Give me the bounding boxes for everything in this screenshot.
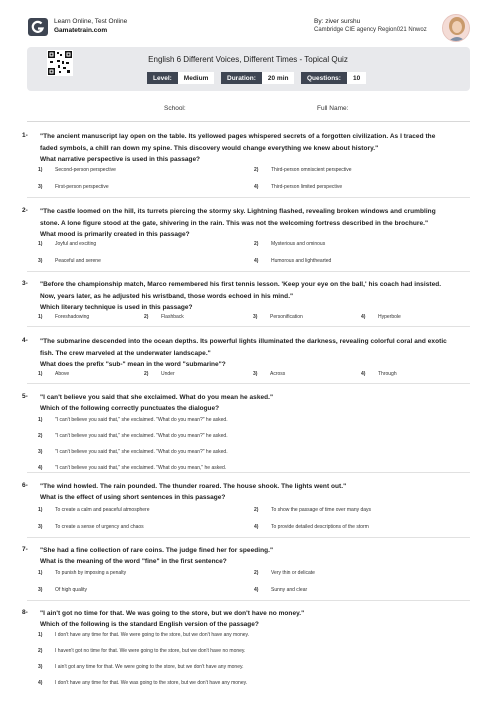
- question-divider: [27, 326, 470, 327]
- answer-option[interactable]: Sunny and clear: [271, 587, 308, 593]
- answer-option[interactable]: I ain't got any time for that. We were going to the store, but we don't have any money.: [55, 664, 244, 670]
- answer-option[interactable]: Peaceful and serene: [55, 258, 101, 264]
- answer-option-number[interactable]: 3): [38, 587, 43, 593]
- duration-label: Duration:: [221, 72, 262, 84]
- question-passage-line: "Before the championship match, Marco remembered his first tennis lesson. 'Keep your eye on the ball,' his coach had insisted.: [40, 281, 442, 288]
- answer-option-number[interactable]: 3): [38, 524, 43, 530]
- quiz-info-box: [27, 47, 470, 91]
- answer-option-number[interactable]: 3): [253, 371, 258, 377]
- answer-option[interactable]: Under: [161, 371, 175, 377]
- question-passage-line: "The ancient manuscript lay open on the table. Its yellowed pages whispered secrets of a forgotten civilization. As I traced the: [40, 133, 436, 140]
- question-passage-line: Now, years later, as he adjusted his wristband, those words echoed in his mind.": [40, 293, 294, 300]
- answer-option-number[interactable]: 4): [361, 314, 366, 320]
- answer-option[interactable]: To create a sense of urgency and chaos: [55, 524, 144, 530]
- answer-option[interactable]: I haven't got no time for that. We were going to the store, but we don't have no money.: [55, 648, 246, 654]
- answer-option[interactable]: I don't have any time for that. We was going to the store, but we don't have any money.: [55, 680, 248, 686]
- answer-option[interactable]: Third-person omniscient perspective: [271, 167, 352, 173]
- question-divider: [27, 383, 470, 384]
- answer-option-number[interactable]: 1): [38, 241, 43, 247]
- gamatetrain-logo-icon: [28, 18, 48, 36]
- answer-option[interactable]: Humorous and lighthearted: [271, 258, 332, 264]
- answer-option-number[interactable]: 1): [38, 507, 43, 513]
- site-name[interactable]: Gamatetrain.com: [54, 27, 108, 34]
- answer-option-number[interactable]: 3): [38, 184, 43, 190]
- quiz-title: English 6 Different Voices, Different Times - Topical Quiz: [148, 55, 348, 64]
- question-number: 3-: [22, 280, 28, 287]
- answer-option-number[interactable]: 2): [254, 167, 259, 173]
- avatar: [442, 14, 470, 42]
- question-passage-line: stone. A lone figure stood at the gate, shivering in the rain. This was not the welcoming fortress described in the brochure.": [40, 220, 429, 227]
- answer-option[interactable]: Second-person perspective: [55, 167, 116, 173]
- header-divider: [27, 121, 470, 122]
- answer-option-number[interactable]: 1): [38, 632, 43, 638]
- question-divider: [27, 472, 470, 473]
- answer-option[interactable]: Above: [55, 371, 70, 377]
- answer-option-number[interactable]: 4): [254, 184, 259, 190]
- question-divider: [27, 197, 470, 198]
- answer-option[interactable]: Through: [378, 371, 397, 377]
- answer-option[interactable]: "I can't believe you said that," she exclaimed. "What do you mean?" he asked.: [55, 449, 228, 455]
- answer-option[interactable]: To punish by imposing a penalty: [55, 570, 127, 576]
- question-divider: [27, 537, 470, 538]
- answer-option[interactable]: Mysterious and ominous: [271, 241, 326, 247]
- answer-option[interactable]: "I can't believe you said that," she exclaimed. "What do you mean?" he asked.: [55, 417, 228, 423]
- question-prompt: What is the effect of using short sentences in this passage?: [40, 494, 226, 501]
- question-passage-line: fish. The crew marveled at the underwater landscape.": [40, 350, 211, 357]
- question-prompt: What narrative perspective is used in this passage?: [40, 156, 201, 163]
- site-tagline: Learn Online, Test Online: [54, 18, 128, 25]
- answer-option[interactable]: "I can't believe you said that," she exclaimed. "What do you mean?" he asked.: [55, 433, 228, 439]
- answer-option-number[interactable]: 1): [38, 167, 43, 173]
- question-number: 1-: [22, 132, 28, 139]
- questions-label: Questions:: [301, 72, 347, 84]
- duration-value: 20 min: [262, 72, 295, 84]
- fullname-label: Full Name:: [317, 105, 349, 112]
- answer-option-number[interactable]: 3): [38, 664, 43, 670]
- page-header: [0, 0, 496, 50]
- question-passage-line: "The castle loomed on the hill, its turrets piercing the stormy sky. Lightning flashed, revealing broken windows and crumbling: [40, 208, 436, 215]
- questions-badge: [301, 72, 366, 84]
- answer-option-number[interactable]: 4): [254, 258, 259, 264]
- author-org: Cambridge CIE agency Region021 Nnwoz: [314, 27, 427, 33]
- answer-option[interactable]: To show the passage of time over many days: [271, 507, 372, 513]
- question-number: 4-: [22, 337, 28, 344]
- answer-option[interactable]: I don't have any time for that. We were going to the store, but we don't have any money.: [55, 632, 250, 638]
- answer-option[interactable]: Across: [270, 371, 286, 377]
- question-passage-line: "I ain't got no time for that. We was going to the store, but we don't have no money.": [40, 610, 305, 617]
- question-prompt: What mood is primarily created in this passage?: [40, 231, 190, 238]
- answer-option-number[interactable]: 1): [38, 371, 43, 377]
- answer-option-number[interactable]: 2): [254, 570, 259, 576]
- answer-option[interactable]: Third-person limited perspective: [271, 184, 343, 190]
- question-number: 6-: [22, 482, 28, 489]
- answer-option-number[interactable]: 3): [38, 258, 43, 264]
- answer-option-number[interactable]: 2): [144, 314, 149, 320]
- avatar-portrait-icon: [443, 15, 470, 42]
- answer-option-number[interactable]: 1): [38, 314, 43, 320]
- question-number: 7-: [22, 546, 28, 553]
- level-badge: [147, 72, 214, 84]
- level-label: Level:: [147, 72, 178, 84]
- answer-option-number[interactable]: 2): [144, 371, 149, 377]
- question-passage-line: "She had a fine collection of rare coins. The judge fined her for speeding.": [40, 547, 274, 554]
- question-passage-line: "The submarine descended into the ocean depths. Its powerful lights illuminated the darkness, revealing colorful coral and exotic: [40, 338, 447, 345]
- answer-option-number[interactable]: 1): [38, 570, 43, 576]
- answer-option-number[interactable]: 2): [254, 507, 259, 513]
- question-divider: [27, 271, 470, 272]
- answer-option[interactable]: Personification: [270, 314, 303, 320]
- answer-option-number[interactable]: 2): [254, 241, 259, 247]
- question-passage-line: "I can't believe you said that she exclaimed. What do you mean he asked.": [40, 394, 274, 401]
- question-passage-line: faded symbols, a chill ran down my spine. This discovery would change everything we knew about history.": [40, 145, 379, 152]
- author-name: By: ziver surshu: [314, 18, 361, 25]
- answer-option-number[interactable]: 1): [38, 417, 43, 423]
- answer-option[interactable]: Of high quality: [55, 587, 87, 593]
- answer-option-number[interactable]: 4): [361, 371, 366, 377]
- question-prompt: What does the prefix "sub-" mean in the word "submarine"?: [40, 361, 226, 368]
- answer-option-number[interactable]: 4): [254, 587, 259, 593]
- level-value: Medium: [178, 72, 215, 84]
- answer-option[interactable]: Flashback: [161, 314, 184, 320]
- question-number: 8-: [22, 609, 28, 616]
- question-prompt: Which of the following correctly punctuates the dialogue?: [40, 405, 220, 412]
- answer-option[interactable]: To create a calm and peaceful atmosphere: [55, 507, 150, 513]
- answer-option-number[interactable]: 4): [254, 524, 259, 530]
- questions-value: 10: [347, 72, 366, 84]
- answer-option[interactable]: First-person perspective: [55, 184, 109, 190]
- answer-option[interactable]: Joyful and exciting: [55, 241, 97, 247]
- question-divider: [27, 600, 470, 601]
- answer-option[interactable]: Hyperbole: [378, 314, 401, 320]
- question-number: 5-: [22, 393, 28, 400]
- question-number: 2-: [22, 207, 28, 214]
- question-prompt: What is the meaning of the word "fine" in the first sentence?: [40, 558, 227, 565]
- answer-option-number[interactable]: 3): [253, 314, 258, 320]
- answer-option[interactable]: "I can't believe you said that," she exclaimed. "What do you mean," he asked.: [55, 465, 227, 471]
- school-label: School:: [164, 105, 186, 112]
- answer-option-number[interactable]: 2): [38, 648, 43, 654]
- answer-option[interactable]: Foreshadowing: [55, 314, 90, 320]
- answer-option-number[interactable]: 4): [38, 465, 43, 471]
- answer-option-number[interactable]: 4): [38, 680, 43, 686]
- duration-badge: [221, 72, 294, 84]
- question-prompt: Which of the following is the standard English version of the passage?: [40, 621, 259, 628]
- question-prompt: Which literary technique is used in this passage?: [40, 304, 193, 311]
- answer-option-number[interactable]: 2): [38, 433, 43, 439]
- question-passage-line: "The wind howled. The rain pounded. The thunder roared. The house shook. The lights went out.": [40, 483, 347, 490]
- answer-option[interactable]: Very thin or delicate: [271, 570, 315, 576]
- answer-option[interactable]: To provide detailed descriptions of the storm: [271, 524, 369, 530]
- answer-option-number[interactable]: 3): [38, 449, 43, 455]
